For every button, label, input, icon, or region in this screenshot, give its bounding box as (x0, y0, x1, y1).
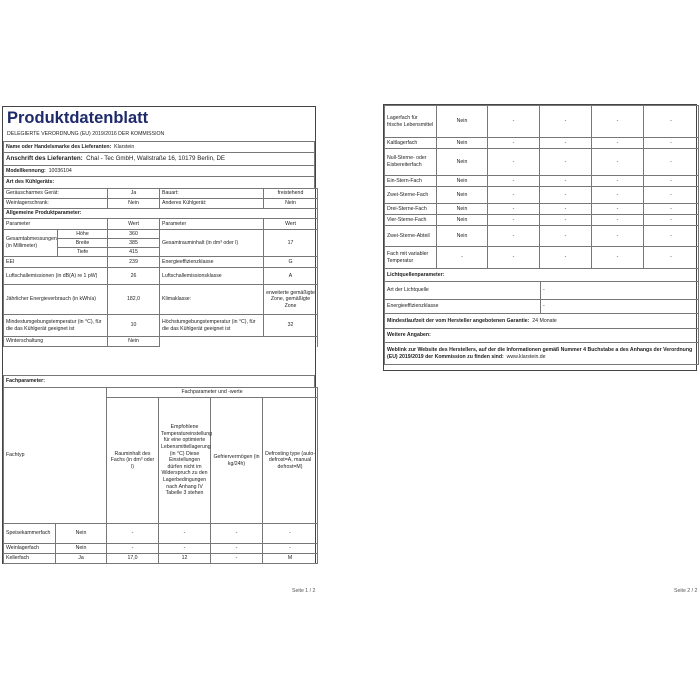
comp-col-volume: Rauminhalt des Fachs (in dm³ oder l) (107, 398, 159, 524)
light-class-value: - (541, 300, 699, 314)
table-row: Kaltlagerfach Nein - - - - (385, 138, 699, 149)
address-row: Anschrift des Lieferanten: Chal - Tec GmbH, Wallstraße 16, 10179 Berlin, DE (4, 153, 315, 166)
light-type-label: Art der Lichtquelle (385, 282, 541, 300)
noise-value: 26 (108, 268, 160, 285)
energy-class-value: G (264, 257, 318, 268)
page-number-2: Seite 2 / 2 (674, 588, 698, 594)
param-header-2: Parameter (160, 219, 264, 230)
dims-label: Gesamtabmessungen (in Millimeter) (4, 230, 58, 257)
table-row: Fach mit variabler Temperatur - - - - - (385, 247, 699, 269)
climate-class-label: Klimaklasse: (160, 285, 264, 315)
noise-class-label: Luftschallemissionsklasse (160, 268, 264, 285)
table-row: Zwei-Sterne-Fach Nein - - - - (385, 187, 699, 204)
energy-consumption-label: Jährlicher Energieverbrauch (in kWh/a) (4, 285, 108, 315)
address-value: Chal - Tec GmbH, Wallstraße 16, 10179 Berlin, DE (86, 155, 226, 163)
param-header: Parameter (4, 219, 108, 230)
supplier-row: Name oder Handelsmarke des Lieferanten: Klarstein (4, 142, 315, 153)
light-class-label: Energieeffizienzklasse (385, 300, 541, 314)
energy-class-label: Energieeffizienzklasse (160, 257, 264, 268)
design-value: freistehend (264, 189, 318, 199)
comp-col-temperature: Empfohlene Temperatureinstellung für eine optimierte Lebensmittellagerung (in °C) Diese Einstellungen dürfen nicht im Widerspruch zu den Lagerbedingungen nach Anhang IV Tabelle 3 stehen (159, 398, 211, 524)
dim-width-value: 385 (108, 239, 160, 248)
datasheet-page-2 (383, 104, 697, 371)
dim-height-label: Höhe (58, 230, 108, 239)
compartment-table-cont (384, 105, 699, 269)
supplier-table (3, 141, 315, 189)
table-row: Kellerfach Ja 17,0 12 - M (4, 554, 318, 564)
other-appliance-label: Anderes Kühlgerät: (160, 199, 264, 209)
winter-label: Winterschaltung (4, 337, 108, 347)
weblink-row: Weblink zur Website des Herstellers, auf der die Informationen gemäß Nummer 4 Buchstabe a des Anhangs der Verordnung (EU) 2019/2019 der Kommission zu finden sind: www.klarstein.de (385, 343, 699, 365)
other-appliance-value: Nein (264, 199, 318, 209)
table-row: Null-Sterne- oder Eisbereiterfach Nein - - - - (385, 149, 699, 176)
type-header: Art des Kühlgeräts: (4, 177, 315, 189)
low-noise-label: Geräuscharmes Gerät: (4, 189, 108, 199)
type-table (3, 188, 318, 219)
table-row: Vier-Sterne-Fach Nein - - - - (385, 215, 699, 226)
page-title: Produktdatenblatt (7, 109, 149, 127)
page-number-1: Seite 1 / 2 (292, 588, 316, 594)
comp-group-header: Fachparameter und -werte (107, 388, 318, 398)
more-info-label: Weitere Angaben: (385, 329, 699, 343)
noise-label: Luftschallemissionen (in dB(A) re 1 pW) (4, 268, 108, 285)
table-row: Lagerfach für frische Lebensmittel Nein - - - - (385, 106, 699, 138)
dim-height-value: 360 (108, 230, 160, 239)
table-row: Weinlagerfach Nein - - - - (4, 544, 318, 554)
low-noise-value: Ja (108, 189, 160, 199)
max-temp-value: 32 (264, 315, 318, 337)
comp-col-freezing: Gefriervermögen (in kg/24h) (211, 398, 263, 524)
light-type-value: - (541, 282, 699, 300)
warranty-value: 24 Monate (532, 317, 557, 324)
wine-cabinet-value: Nein (108, 199, 160, 209)
winter-value: Nein (108, 337, 160, 347)
dim-depth-value: 415 (108, 248, 160, 257)
eei-label: EEI (4, 257, 108, 268)
compartment-table (3, 387, 318, 564)
light-source-table (384, 268, 699, 365)
climate-class-value: erweiterte gemäßigte Zone, gemäßigte Zone (264, 285, 318, 315)
table-row: Zwei-Sterne-Abteil Nein - - - - (385, 226, 699, 247)
value-header-2: Wert (264, 219, 318, 230)
value-header: Wert (108, 219, 160, 230)
model-value: 10036104 (48, 167, 72, 174)
dim-depth-label: Tiefe (58, 248, 108, 257)
energy-consumption-value: 182,0 (108, 285, 160, 315)
volume-label: Gesamtrauminhalt (in dm³ oder l) (160, 230, 264, 257)
table-row: Ein-Stern-Fach Nein - - - - (385, 176, 699, 187)
datasheet-page-1 (2, 106, 316, 564)
design-label: Bauart: (160, 189, 264, 199)
general-header: Allgemeine Produktparameter: (4, 209, 318, 219)
comp-col-defrost: Defrosting type (auto-defrost=A, manual defrost=M) (263, 398, 318, 524)
page-subtitle: DELEGIERTE VERORDNUNG (EU) 2019/2016 DER KOMMISSION (7, 131, 165, 137)
light-header: Lichtquellenparameter: (385, 269, 699, 282)
volume-value: 17 (264, 230, 318, 257)
weblink-value[interactable]: www.klarstein.de (506, 353, 546, 360)
comp-header: Fachparameter: (4, 376, 315, 388)
general-params-table (3, 218, 318, 347)
model-row: Modellkennung: 10036104 (4, 166, 315, 177)
table-row: Drei-Sterne-Fach Nein - - - - (385, 204, 699, 215)
table-row: Speisekammerfach Nein - - - - (4, 524, 318, 544)
warranty-row: Mindestlaufzeit der vom Hersteller angebotenen Garantie: 24 Monate (385, 314, 699, 329)
wine-cabinet-label: Weinlagerschrank: (4, 199, 108, 209)
max-temp-label: Höchstumgebungstemperatur (in °C), für die das Kühlgerät geeignet ist (160, 315, 264, 337)
comp-type-label: Fachtyp (4, 388, 107, 524)
supplier-value: Klarstein (114, 143, 135, 150)
min-temp-value: 10 (108, 315, 160, 337)
noise-class-value: A (264, 268, 318, 285)
dim-width-label: Breite (58, 239, 108, 248)
eei-value: 239 (108, 257, 160, 268)
min-temp-label: Mindestumgebungstemperatur (in °C), für die das Kühlgerät geeignet ist (4, 315, 108, 337)
